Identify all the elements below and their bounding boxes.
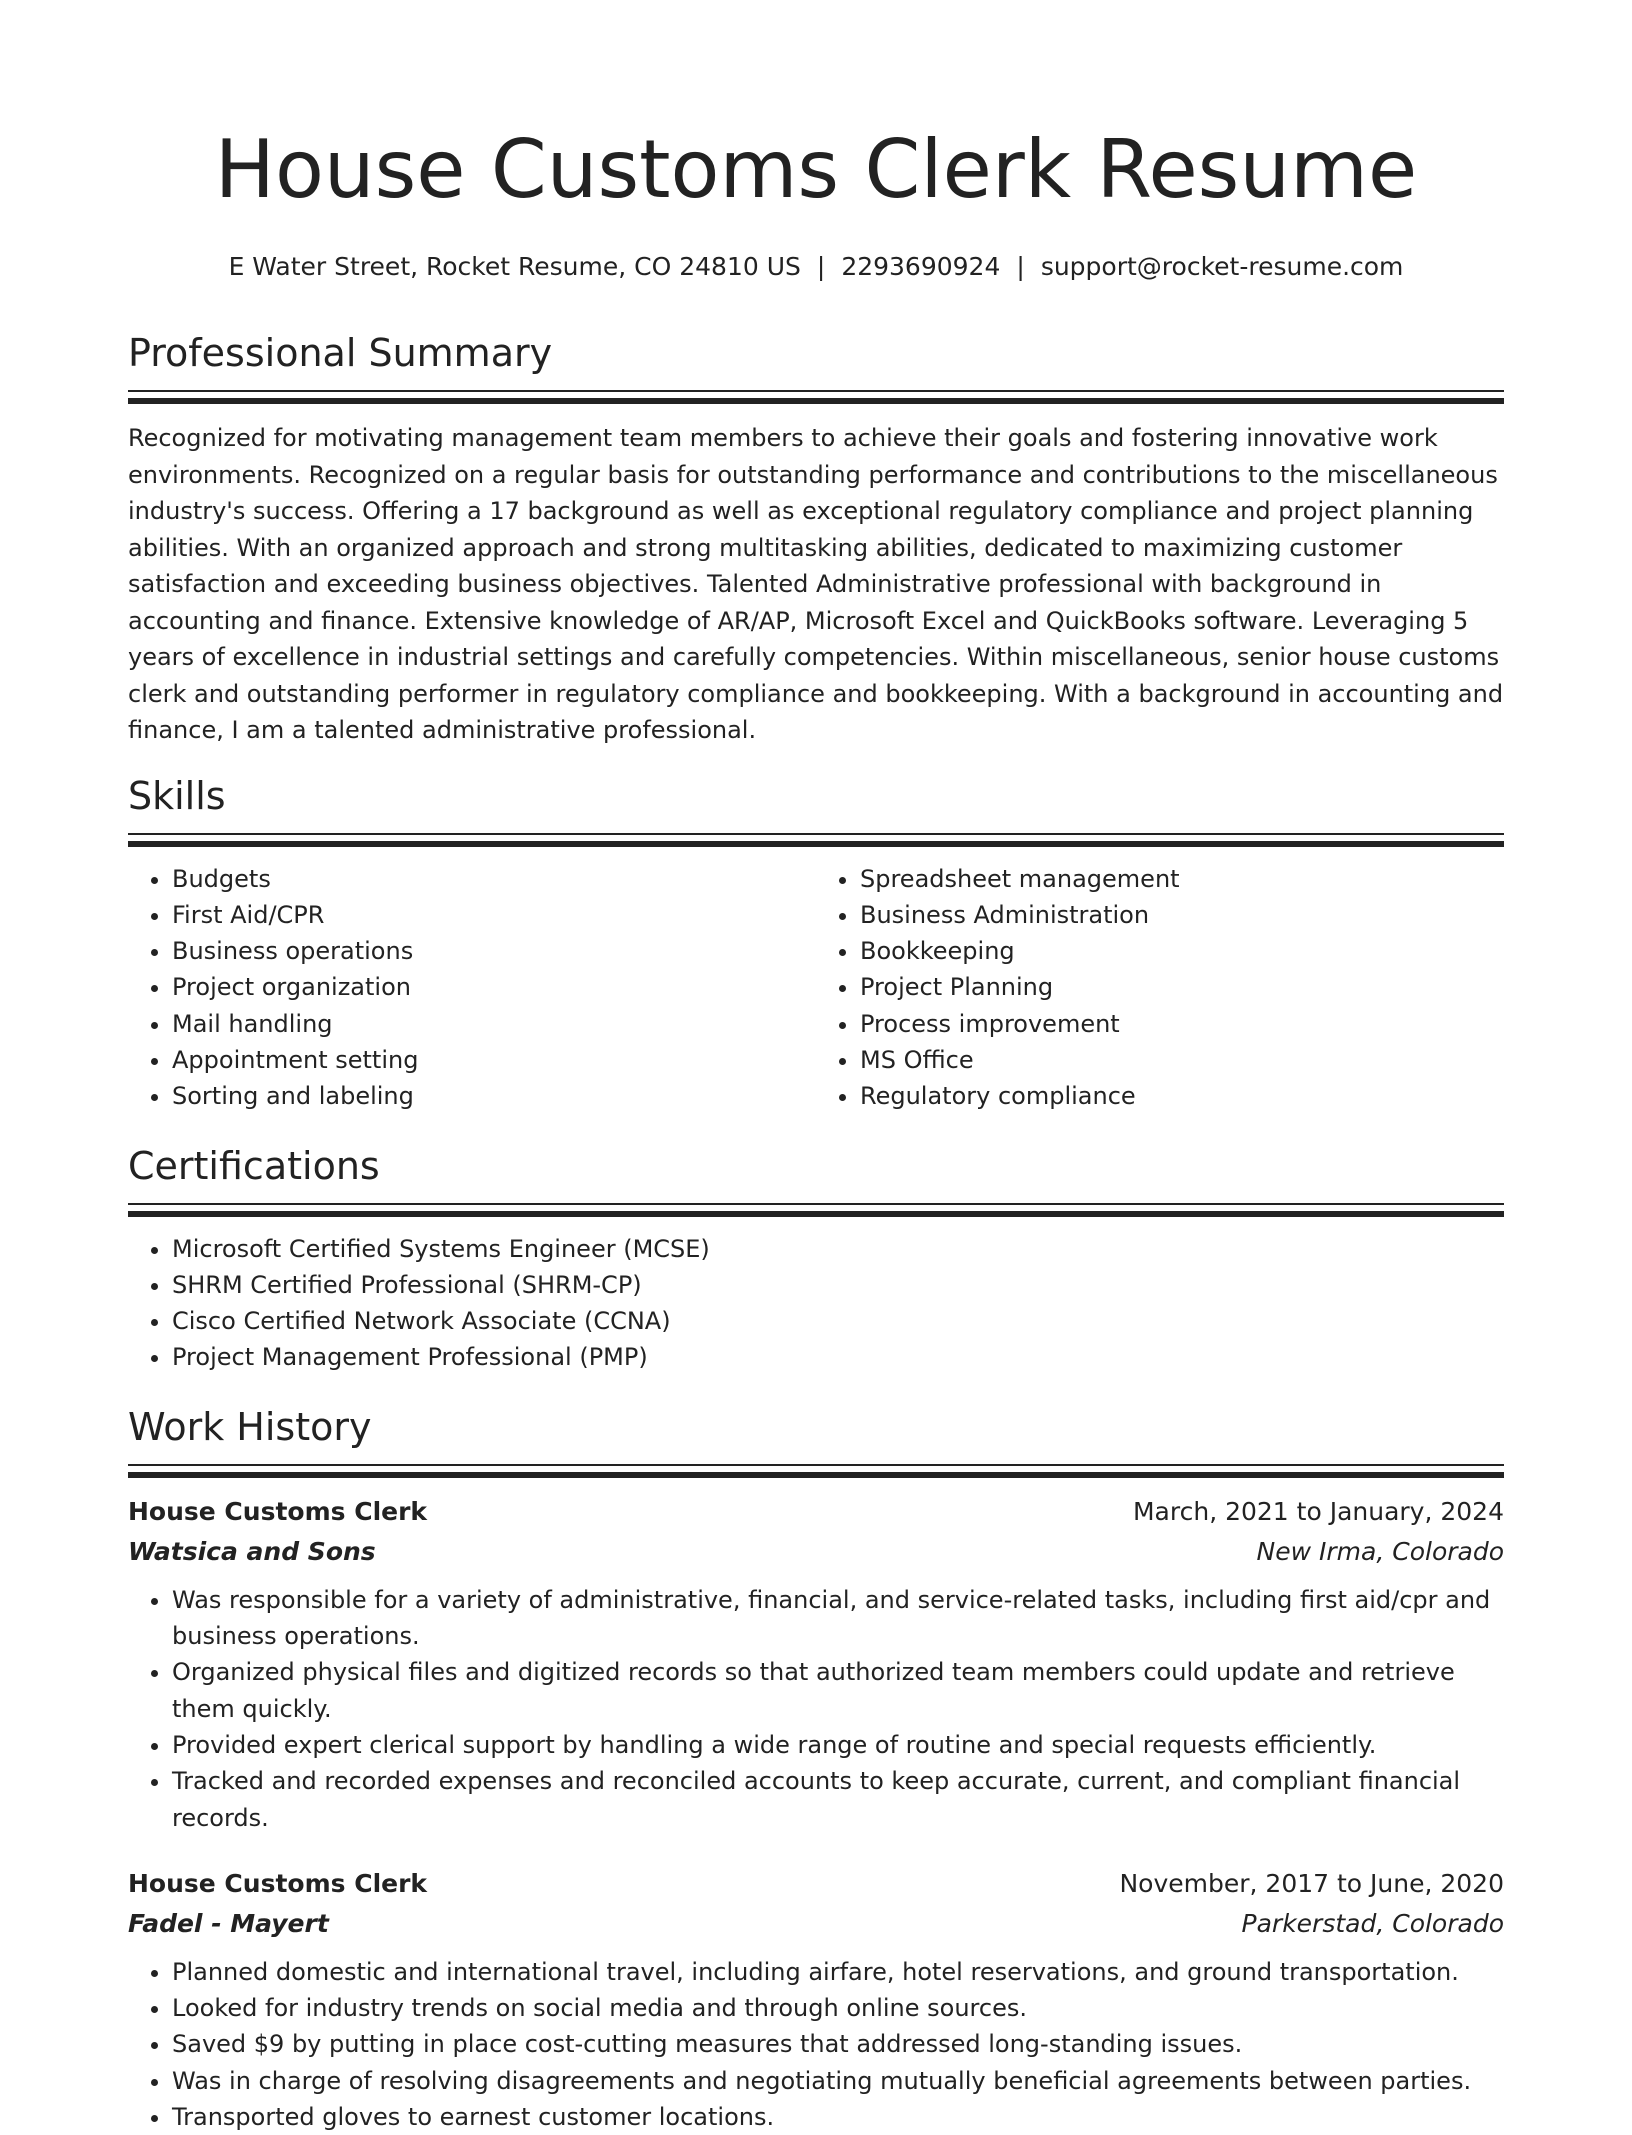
work-history-section — [128, 1402, 1504, 2135]
certification-item: • Microsoft Certified Systems Engineer (MCSE) — [172, 1231, 1504, 1267]
section-divider — [128, 833, 1504, 847]
skill-item: • Regulatory compliance — [860, 1078, 1504, 1114]
job-entry — [128, 1864, 1504, 2135]
job-dates: November, 2017 to June, 2020 — [1119, 1868, 1504, 1898]
skill-item: • Bookkeeping — [860, 933, 1504, 969]
skill-item: • Process improvement — [860, 1006, 1504, 1042]
certification-item: • Project Management Professional (PMP) — [172, 1339, 1504, 1375]
section-title-summary: Professional Summary — [128, 331, 553, 375]
section-title-skills: Skills — [128, 773, 226, 818]
contact-line — [128, 250, 1504, 284]
contact-phone: 2293690924 — [841, 252, 1001, 281]
job-header-row — [128, 1492, 1504, 1532]
certification-item: • Cisco Certified Network Associate (CCNA) — [172, 1303, 1504, 1339]
job-bullet: • Was responsible for a variety of administrative, financial, and service-related tasks, including first aid/cpr and business operations. — [172, 1582, 1504, 1655]
summary-section — [128, 328, 1504, 749]
contact-address: E Water Street, Rocket Resume, CO 24810 US — [228, 252, 801, 281]
job-title: House Customs Clerk — [128, 1868, 428, 1898]
skills-column-left — [128, 861, 816, 1115]
job-bullet: • Provided expert clerical support by handling a wide range of routine and special requests efficiently. — [172, 1727, 1504, 1763]
contact-separator: | — [1016, 252, 1025, 281]
skill-item: • Business Administration — [860, 897, 1504, 933]
job-bullets — [128, 1582, 1504, 1836]
skill-item: • Project organization — [172, 969, 816, 1005]
resume-title: House Customs Clerk Resume — [214, 123, 1418, 216]
job-bullet: • Transported gloves to earnest customer locations. — [172, 2099, 1504, 2135]
section-divider — [128, 390, 1504, 404]
job-company-row — [128, 1532, 1504, 1572]
skills-columns — [128, 861, 1504, 1115]
job-company-row — [128, 1904, 1504, 1944]
skill-item: • Project Planning — [860, 969, 1504, 1005]
skill-item: • MS Office — [860, 1042, 1504, 1078]
contact-separator: | — [816, 252, 826, 281]
job-company: Watsica and Sons — [128, 1536, 376, 1566]
skill-item: • Budgets — [172, 861, 816, 897]
job-bullet: • Looked for industry trends on social media and through online sources. — [172, 1990, 1504, 2026]
job-header-row — [128, 1864, 1504, 1904]
job-bullet: • Saved $9 by putting in place cost-cutting measures that addressed long-standing issues. — [172, 2026, 1504, 2062]
certifications-section — [128, 1141, 1504, 1376]
skill-item: • Appointment setting — [172, 1042, 816, 1078]
summary-text: Recognized for motivating management team members to achieve their goals and fostering innovative work environments. Recognized on a regular basis for outstanding performance and contributions to the miscellaneous industry's success. Offering a 17 background as well as exceptional regulatory compliance and project planning abilities. With an organized approach and strong multitasking abilities, dedicated to maximizing customer satisfaction and exceeding business objectives. Talented Administrative professional with background in accounting and finance. Extensive knowledge of AR/AP, Microsoft Excel and QuickBooks software. Leveraging 5 years of excellence in industrial settings and carefully competencies. Within miscellaneous, senior house customs clerk and outstanding performer in regulatory compliance and bookkeeping. With a background in accounting and finance, I am a talented administrative professional. — [128, 424, 1504, 744]
section-title-work-history: Work History — [128, 1404, 372, 1449]
section-divider — [128, 1203, 1504, 1217]
skill-item: • Spreadsheet management — [860, 861, 1504, 897]
job-company: Fadel - Mayert — [128, 1908, 329, 1938]
skills-section — [128, 771, 1504, 1115]
job-dates: March, 2021 to January, 2024 — [1132, 1496, 1504, 1526]
section-title-certifications: Certifications — [128, 1143, 380, 1188]
job-location: New Irma, Colorado — [1256, 1536, 1504, 1566]
job-bullet: • Organized physical files and digitized records so that authorized team members could update and retrieve them quickly. — [172, 1654, 1504, 1727]
skill-item: • Business operations — [172, 933, 816, 969]
skills-column-right — [816, 861, 1504, 1115]
job-bullet: • Tracked and recorded expenses and reconciled accounts to keep accurate, current, and compliant financial records. — [172, 1763, 1504, 1836]
certifications-list — [128, 1231, 1504, 1376]
contact-email: support@rocket-resume.com — [1040, 252, 1404, 281]
job-bullet: • Planned domestic and international travel, including airfare, hotel reservations, and ground transportation. — [172, 1954, 1504, 1990]
skill-item: • First Aid/CPR — [172, 897, 816, 933]
skill-item: • Mail handling — [172, 1006, 816, 1042]
job-location: Parkerstad, Colorado — [1241, 1908, 1504, 1938]
skill-item: • Sorting and labeling — [172, 1078, 816, 1114]
job-title: House Customs Clerk — [128, 1496, 428, 1526]
job-entry — [128, 1492, 1504, 1836]
job-bullet: • Was in charge of resolving disagreements and negotiating mutually beneficial agreements between parties. — [172, 2063, 1504, 2099]
certification-item: • SHRM Certified Professional (SHRM-CP) — [172, 1267, 1504, 1303]
job-bullets — [128, 1954, 1504, 2135]
section-divider — [128, 1464, 1504, 1478]
